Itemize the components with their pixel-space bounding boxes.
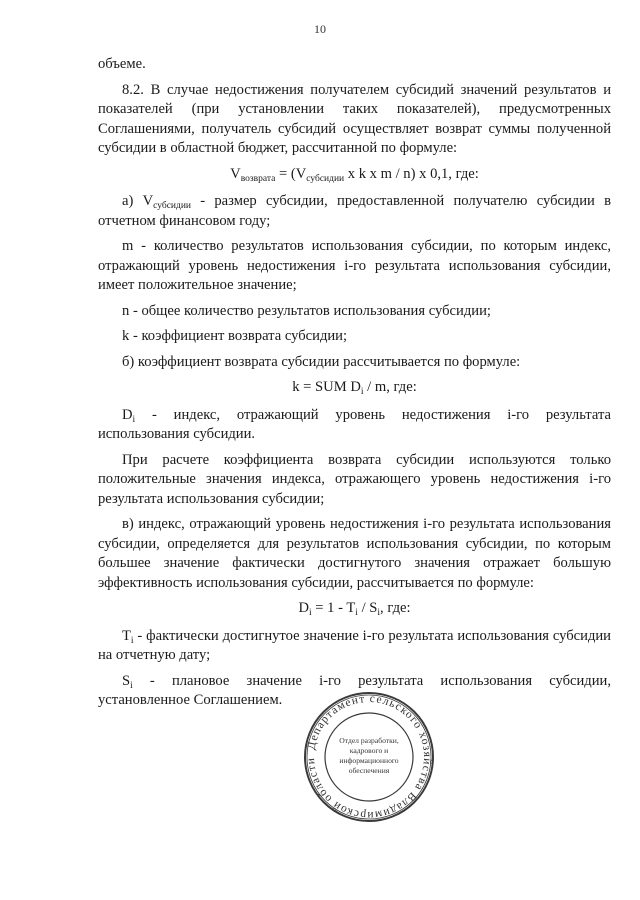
stamp-inner-line: Отдел разработки, <box>339 736 399 745</box>
formula-text: D <box>298 600 309 616</box>
formula-text: k = SUM D <box>292 379 361 395</box>
paragraph-index: в) индекс, отражающий уровень недостижения i-го результата использования субсидии, определяется для результатов использования субсидии, по которым большее значение фактически достигнутого значения отражает большую эффективность использования субсидии, рассчитывается по формуле: <box>98 516 611 591</box>
formula-subscript: субсидии <box>306 173 345 184</box>
definition-subscript: i <box>130 635 134 646</box>
formula-subscript: i <box>309 608 312 618</box>
definition-text: а) V <box>122 193 154 209</box>
definition-subscript: i <box>132 414 136 425</box>
paragraph-8-2: 8.2. В случае недостижения получателем субсидий значений результатов и показателей (при установлении таких показателей), предусмотренных Соглашениями, получатель субсидий осуществляет возврат суммы полученной субсидии в областной бюджет, рассчитанной по формуле: <box>98 81 611 156</box>
definition-d <box>98 406 611 445</box>
definition-text: - фактически достигнутое значение i-го результата использования субсидии на отчетную дату; <box>98 627 611 663</box>
formula-text: = 1 - T <box>311 600 356 616</box>
formula-subscript: i <box>360 387 364 397</box>
definition-text: - размер субсидии, предоставленной получателю субсидии в отчетном финансовом году; <box>98 193 611 229</box>
definition-m: m - количество результатов использования субсидии, по которым индекс, отражающий уровень недостижения i-го результата использования субсидии, имеет положительное значение; <box>98 238 611 293</box>
definition-n: n - общее количество результатов использования субсидии; <box>122 302 491 319</box>
formula-subscript: возврата <box>240 173 276 184</box>
formula-index <box>98 599 611 619</box>
paragraph-continuation: объеме. <box>98 56 146 72</box>
document-body <box>98 55 611 717</box>
formula-return-amount <box>98 165 611 185</box>
formula-text: , где: <box>380 600 411 616</box>
formula-subscript: i <box>377 608 381 618</box>
paragraph-coefficient: б) коэффициент возврата субсидии рассчитывается по формуле: <box>122 353 521 370</box>
stamp-outer-text-path: Департамент сельского хозяйства Владимирской области <box>304 692 434 822</box>
definition-text: - индекс, отражающий уровень недостижения i-го результата использования субсидии. <box>98 406 611 442</box>
formula-text: / m, где: <box>363 379 417 395</box>
definition-subscript: субсидии <box>153 201 191 211</box>
official-stamp <box>302 690 436 824</box>
paragraph-positive-values: При расчете коэффициента возврата субсидии используются только положительные значения индекса, отражающего уровень недостижения i-го результата использования субсидии; <box>98 451 611 507</box>
formula-text: = (V <box>275 165 307 182</box>
definition-t <box>98 627 611 666</box>
formula-subscript: i <box>355 608 358 618</box>
definition-v-subsidy <box>98 192 611 231</box>
stamp-inner-line: кадрового и <box>349 746 389 755</box>
definition-text: T <box>122 627 131 644</box>
definition-text: - плановое значение i-го результата использования субсидии, установленное Соглашением. <box>98 672 611 708</box>
page-number: 10 <box>314 22 326 36</box>
stamp-inner-line: информационного <box>339 756 399 765</box>
formula-text: V <box>230 165 241 182</box>
formula-text: x k x m / n) x 0,1, где: <box>344 165 479 182</box>
definition-text: D <box>122 406 133 423</box>
formula-text: / S <box>357 600 378 616</box>
definition-subscript: i <box>130 680 133 691</box>
definition-k: k - коэффициент возврата субсидии; <box>122 328 348 344</box>
stamp-inner-line: обеспечения <box>348 766 390 775</box>
formula-coefficient <box>98 378 611 398</box>
definition-text: S <box>122 672 131 689</box>
